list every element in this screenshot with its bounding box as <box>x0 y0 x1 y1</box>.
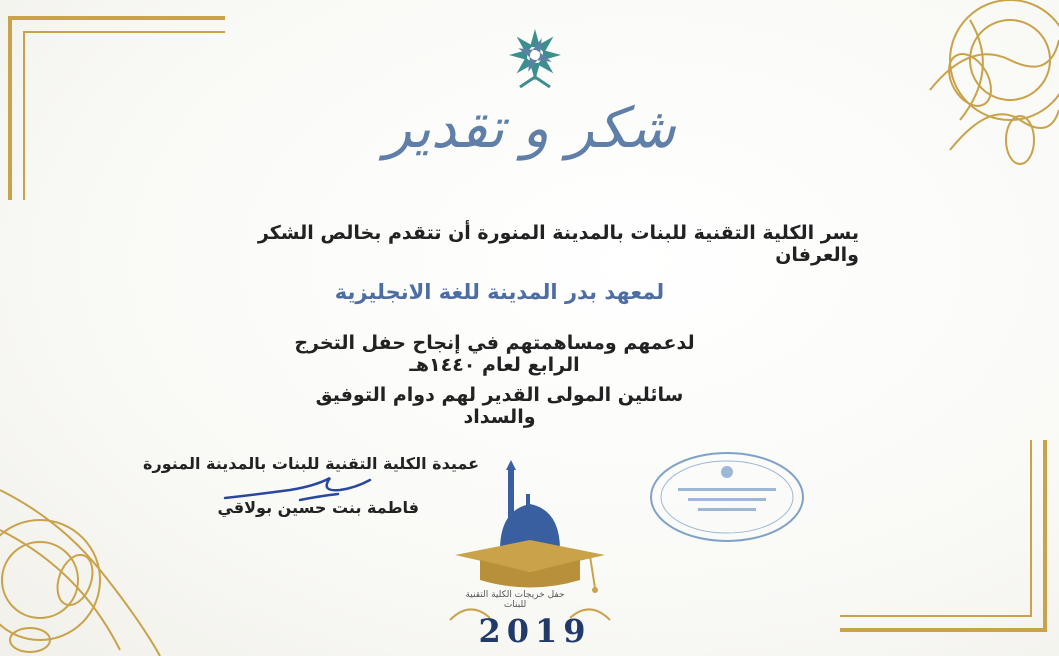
ornament-bottom-left <box>0 450 200 656</box>
official-stamp-icon <box>648 450 806 545</box>
wish-line: سائلين المولى القدير لهم دوام التوفيق والسداد <box>315 384 684 428</box>
ornament-top-right <box>820 0 1059 200</box>
gold-frame-top-left <box>0 0 240 210</box>
star-logo-icon <box>500 25 570 95</box>
certificate-title: شكر و تقدير <box>384 96 676 161</box>
signatory-name: فاطمة بنت حسين بولاقي <box>217 498 419 517</box>
event-logo-text: حفل خريجات الكلية التقنية للبنات <box>465 590 565 610</box>
intro-line: يسر الكلية التقنية للبنات بالمدينة المنورة أن تتقدم بخالص الشكر والعرفان <box>257 222 859 266</box>
event-year: 2019 <box>478 612 592 650</box>
reason-line: لدعمهم ومساهمتهم في إنجاح حفل التخرج الرابع لعام ١٤٤٠هـ <box>294 332 695 376</box>
recipient-name: لمعهد بدر المدينة للغة الانجليزية <box>334 280 665 304</box>
gold-frame-bottom-right <box>820 440 1059 656</box>
signatory-title: عميدة الكلية التقنية للبنات بالمدينة المنورة <box>143 454 479 473</box>
